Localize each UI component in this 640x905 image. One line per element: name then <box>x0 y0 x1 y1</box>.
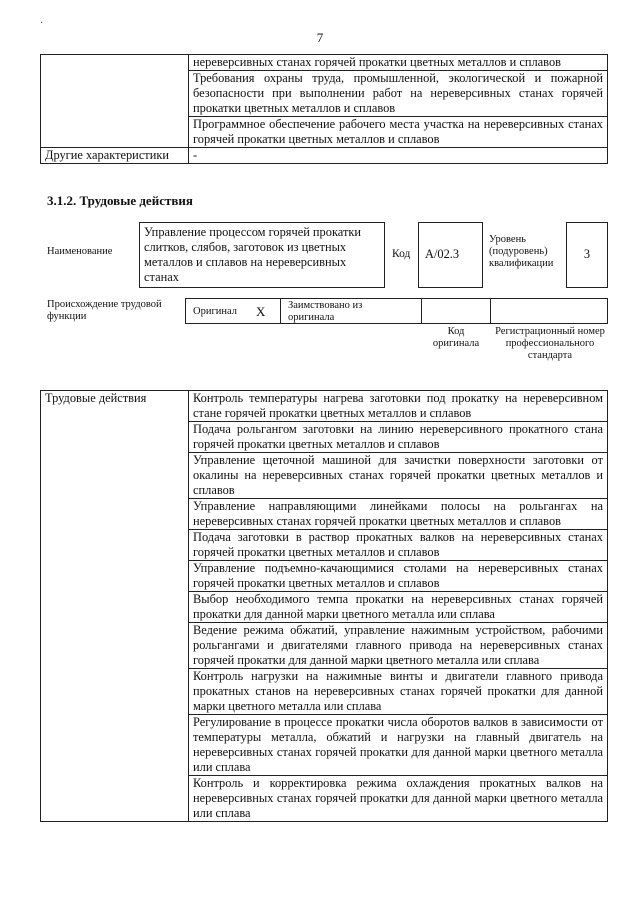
original-cell <box>185 298 281 324</box>
labor-action-item: Регулирование в процессе прокатки числа оборотов валков в зависимости от температуры металла, обжатий и нагрузки на главный двигатель на нереверсивных станах горячей прокатки для данной марки цветного металла или сплава <box>189 715 608 776</box>
original-code-caption: Код оригинала <box>432 326 480 349</box>
code-label: Код <box>392 248 411 260</box>
characteristic-cell: Программное обеспечение рабочего места участка на нереверсивных станах горячей прокатки цветных металлов и сплавов <box>189 117 608 148</box>
labor-actions-table <box>40 390 608 822</box>
labor-action-item: Управление подъемно-качающимися столами на нереверсивных станах горячей прокатки цветных металлов и сплавов <box>189 561 608 592</box>
original-label: Оригинал <box>193 306 237 317</box>
qualification-level-label: Уровень (подуровень) квалификации <box>489 234 554 269</box>
other-characteristics-value: - <box>189 148 608 164</box>
registration-number-cell <box>490 298 608 324</box>
qualification-level-value: 3 <box>566 222 608 288</box>
scan-mark: · <box>40 18 44 29</box>
labor-actions-label: Трудовые действия <box>41 391 189 822</box>
labor-action-item: Контроль и корректировка режима охлаждения прокатных валков на нереверсивных станах горячей прокатки для данной марки цветного металла или сплава <box>189 776 608 822</box>
labor-action-item: Контроль температуры нагрева заготовки под прокатку на нереверсивном стане горячей прокатки цветных металлов и сплавов <box>189 391 608 422</box>
labor-action-item: Подача заготовки в раствор прокатных валков на нереверсивных станах горячей прокатки цветных металлов и сплавов <box>189 530 608 561</box>
characteristic-cell: нереверсивных станах горячей прокатки цветных металлов и сплавов <box>189 55 608 71</box>
borrowed-label: Заимствовано из оригинала <box>288 300 363 323</box>
origin-label: Происхождение трудовой функции <box>47 299 162 322</box>
page-number: 7 <box>316 30 324 45</box>
original-mark: X <box>256 304 266 319</box>
table-row <box>41 148 608 164</box>
name-value: Управление процессом горячей прокатки слитков, слябов, заготовок из цветных металлов и сплавов на нереверсивных станах <box>139 222 385 288</box>
table-row <box>41 391 608 422</box>
borrowed-cell <box>280 298 422 324</box>
labor-action-item: Управление щеточной машиной для зачистки поверхности заготовки от окалины на нереверсивных станах горячей прокатки цветных металлов и сплавов <box>189 453 608 499</box>
name-label: Наименование <box>47 246 113 257</box>
labor-action-item: Выбор необходимого темпа прокатки на нереверсивных станах горячей прокатки для данной марки цветного металла или сплава <box>189 592 608 623</box>
labor-action-item: Подача рольгангом заготовки на линию нереверсивного прокатного стана горячей прокатки цветных металлов и сплавов <box>189 422 608 453</box>
section-title: 3.1.2. Трудовые действия <box>47 193 193 208</box>
characteristics-table <box>40 54 608 164</box>
empty-label-cell <box>41 55 189 148</box>
table-row <box>41 55 608 71</box>
labor-action-item: Ведение режима обжатий, управление нажимным устройством, рабочими рольгангами и двигателями главного привода на нереверсивных станах горячей прокатки для данной марки цветного металла или сплава <box>189 623 608 669</box>
other-characteristics-label: Другие характеристики <box>41 148 189 164</box>
labor-action-item: Контроль нагрузки на нажимные винты и двигатели главного привода прокатных станов на нереверсивных станах горячей прокатки для данной марки цветного металла или сплава <box>189 669 608 715</box>
labor-action-item: Управление направляющими линейками полосы на рольгангах на нереверсивных станах горячей прокатки цветных металлов и сплавов <box>189 499 608 530</box>
characteristic-cell: Требования охраны труда, промышленной, экологической и пожарной безопасности при выполнении работ на нереверсивных станах горячей прокатки цветных металлов и сплавов <box>189 71 608 117</box>
original-code-cell <box>421 298 491 324</box>
code-value: А/02.3 <box>418 222 483 288</box>
registration-number-caption: Регистрационный номер профессионального стандарта <box>495 326 605 361</box>
